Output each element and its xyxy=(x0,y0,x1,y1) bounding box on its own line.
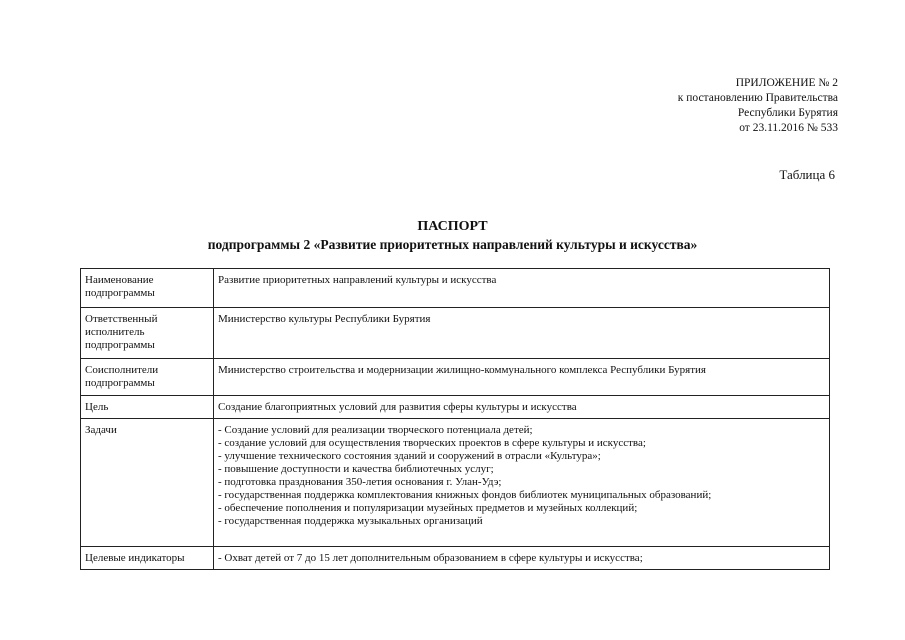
row-value: Развитие приоритетных направлений культуры и искусства xyxy=(214,269,830,308)
row-label: Ответственный исполнитель подпрограммы xyxy=(81,308,214,359)
approval-line: к постановлению Правительства xyxy=(677,92,838,104)
task-item: - повышение доступности и качества библиотечных услуг; xyxy=(218,463,494,475)
title-line-2: подпрограммы 2 «Развитие приоритетных направлений культуры и искусства» xyxy=(207,237,698,252)
row-value: Министерство культуры Республики Бурятия xyxy=(214,308,830,359)
row-label: Целевые индикаторы xyxy=(81,547,214,570)
row-value: - Охват детей от 7 до 15 лет дополнительным образованием в сфере культуры и искусства; xyxy=(214,547,830,570)
document-title xyxy=(0,218,905,253)
table-row xyxy=(81,308,830,359)
row-label: Наименование подпрограммы xyxy=(81,269,214,308)
task-item: - улучшение технического состояния зданий и сооружений в отрасли «Культура»; xyxy=(218,450,601,462)
approval-line: ПРИЛОЖЕНИЕ № 2 xyxy=(735,77,838,89)
table-row xyxy=(81,269,830,308)
row-value: Министерство строительства и модернизации жилищно-коммунального комплекса Республики Бурятия xyxy=(214,359,830,396)
task-item: - создание условий для осуществления творческих проектов в сфере культуры и искусства; xyxy=(218,437,646,449)
task-item: - обеспечение пополнения и популяризации музейных предметов и музейных коллекций; xyxy=(218,502,638,514)
tasks-list xyxy=(214,419,830,547)
table-row xyxy=(81,547,830,570)
task-item: - Создание условий для реализации творческого потенциала детей; xyxy=(218,424,533,436)
row-label: Задачи xyxy=(81,419,214,547)
table-row xyxy=(81,419,830,547)
task-item: - подготовка празднования 350-летия основания г. Улан-Удэ; xyxy=(218,476,502,488)
row-label: Соисполнители подпрограммы xyxy=(81,359,214,396)
table-row xyxy=(81,359,830,396)
row-label: Цель xyxy=(81,396,214,419)
table-number: Таблица 6 xyxy=(779,167,835,182)
task-item: - государственная поддержка комплектования книжных фондов библиотек муниципальных образований; xyxy=(218,489,712,501)
row-value: Создание благоприятных условий для развития сферы культуры и искусства xyxy=(214,396,830,419)
approval-block xyxy=(678,76,838,136)
passport-table xyxy=(80,268,830,570)
table-row xyxy=(81,396,830,419)
approval-line: от 23.11.2016 № 533 xyxy=(739,122,838,134)
approval-line: Республики Бурятия xyxy=(737,107,838,119)
title-line-1: ПАСПОРТ xyxy=(417,219,488,234)
task-item: - государственная поддержка музыкальных организаций xyxy=(218,515,483,527)
